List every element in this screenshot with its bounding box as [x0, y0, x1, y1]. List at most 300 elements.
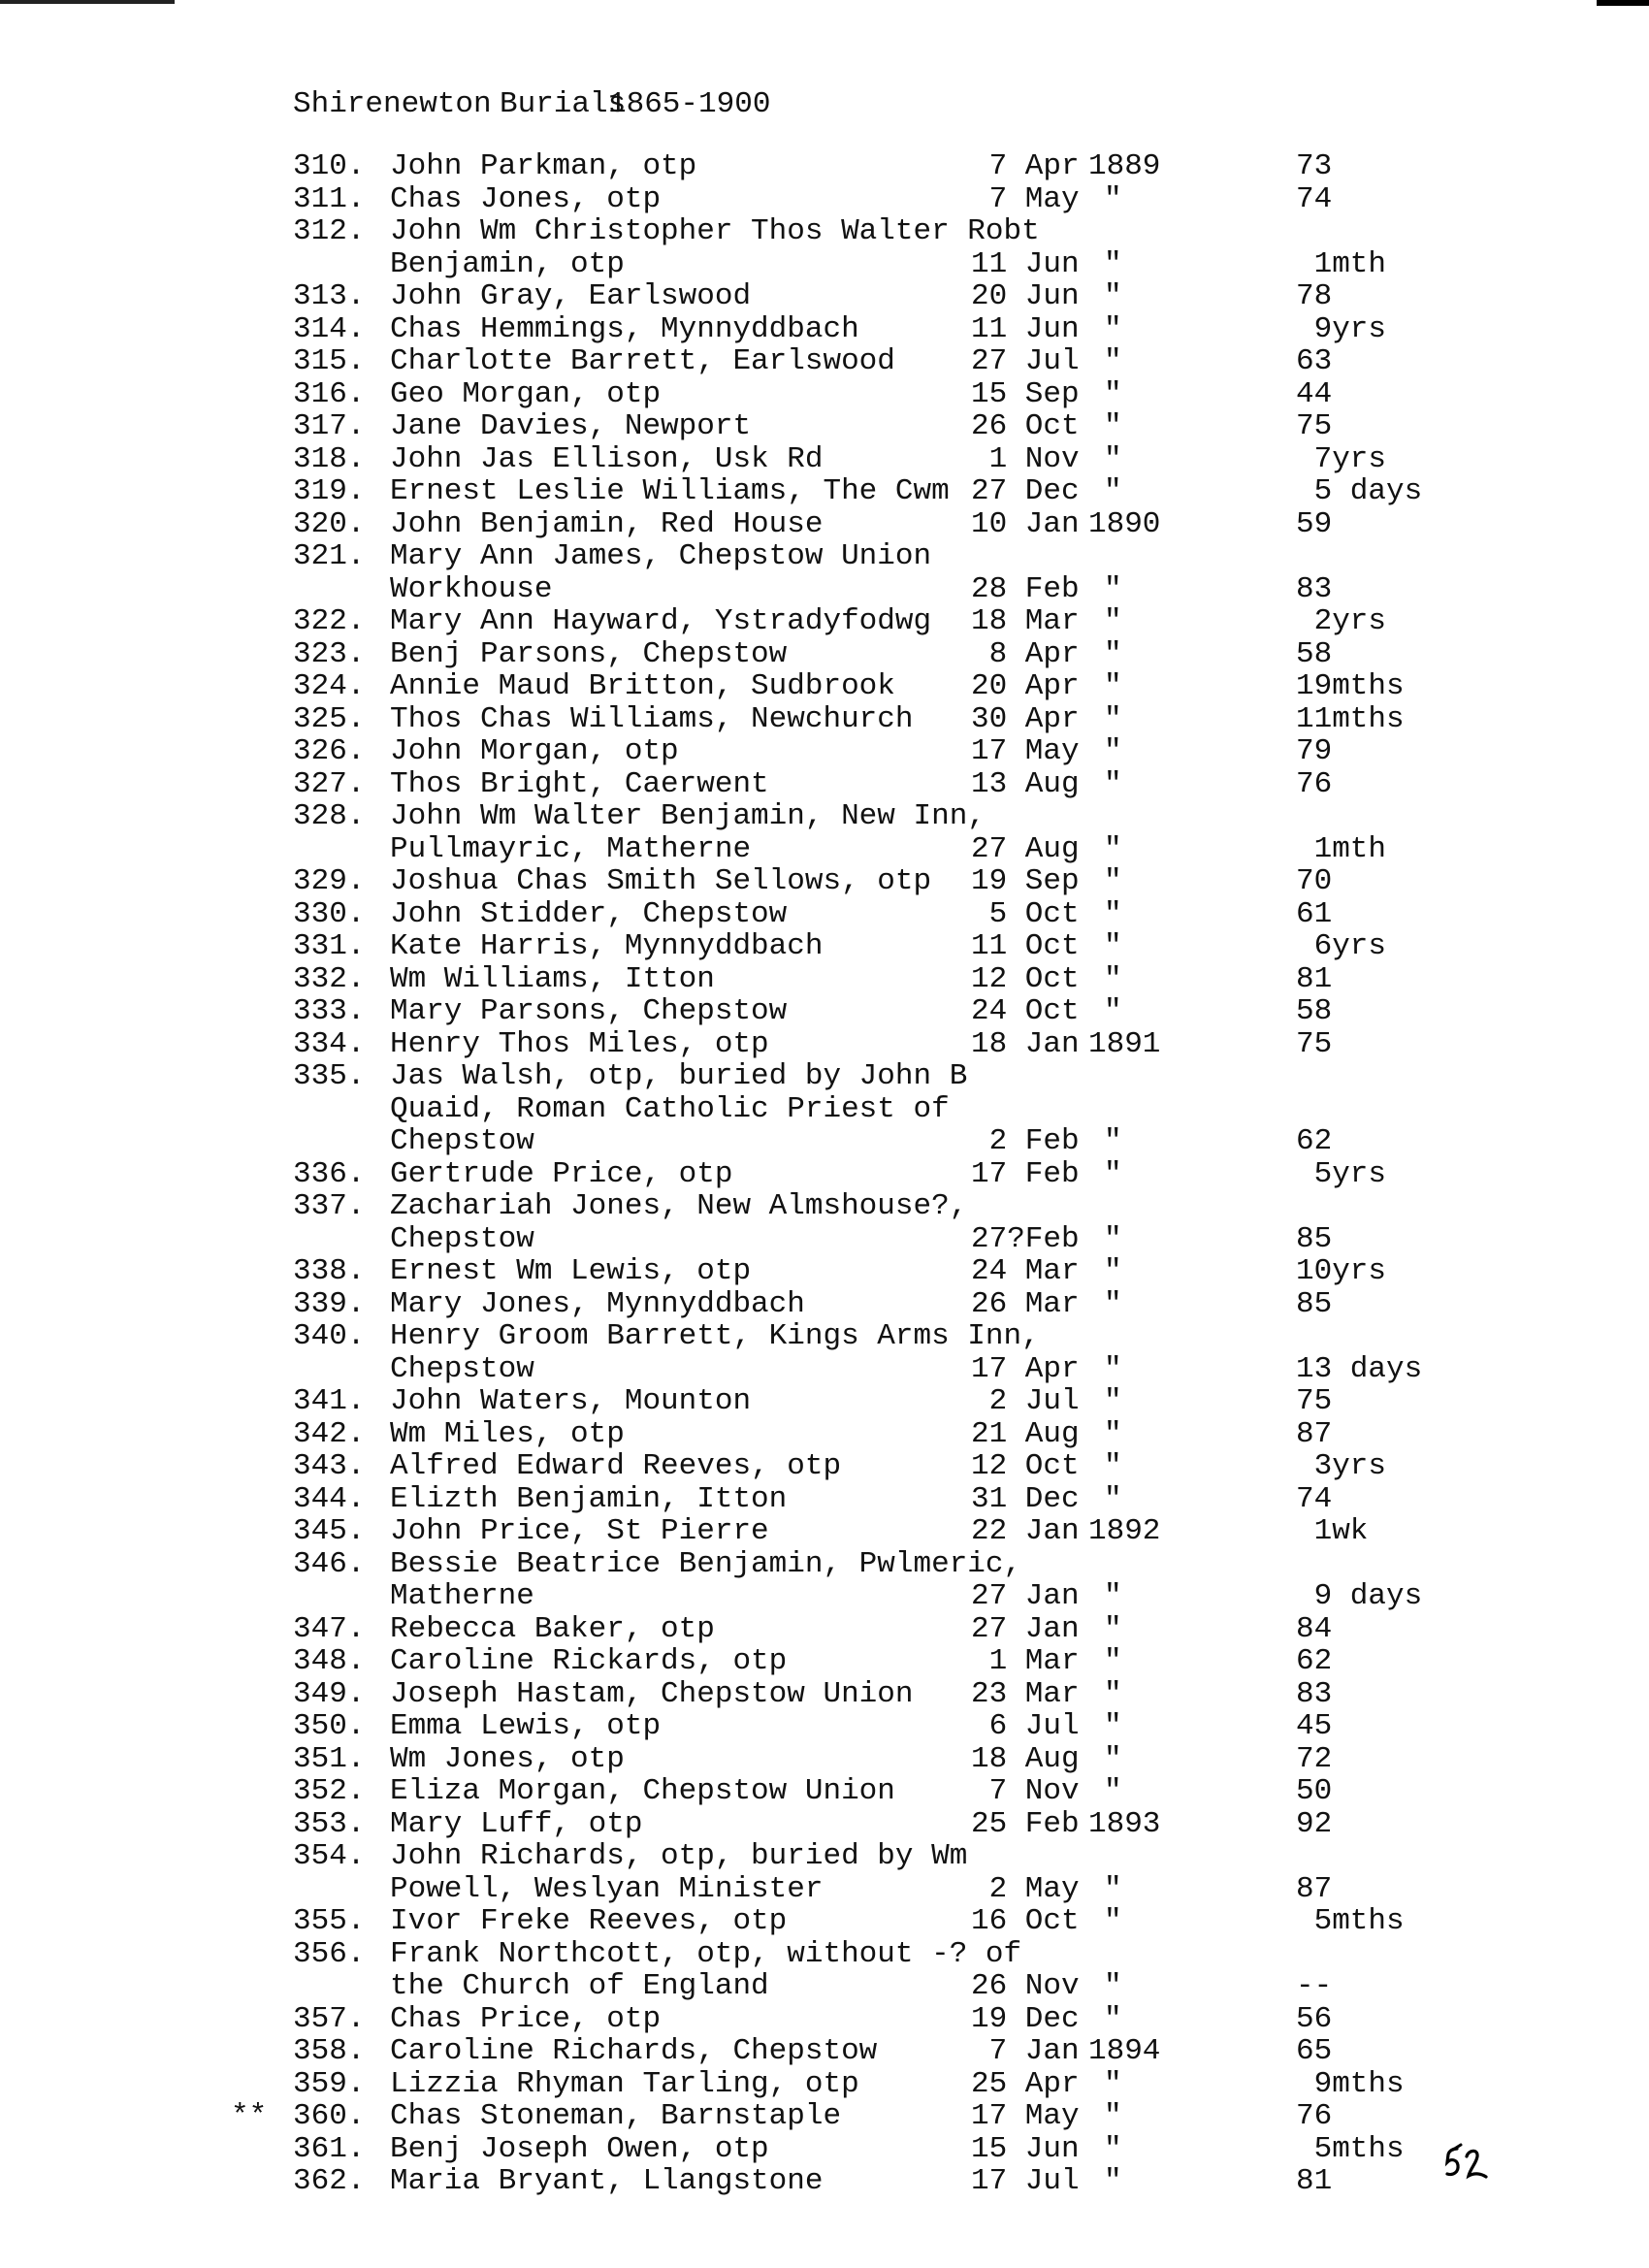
- entry-number: 324.: [293, 669, 366, 703]
- ditto-mark: ": [1104, 701, 1122, 736]
- entry-number: 311.: [293, 181, 366, 216]
- entry-name-continued: Chepstow: [390, 1221, 534, 1256]
- burial-date: 26 Mar: [971, 1286, 1080, 1321]
- register-entry: [0, 1320, 1649, 1353]
- age-at-death: 81: [1296, 961, 1333, 996]
- entry-number: 345.: [293, 1514, 366, 1548]
- register-entry: [0, 1905, 1649, 1938]
- entry-name: Jas Walsh, otp, buried by John B: [390, 1059, 968, 1093]
- entry-number: 320.: [293, 506, 366, 541]
- scan-edge-bar: [1597, 0, 1649, 6]
- entry-name: Ivor Freke Reeves, otp: [390, 1904, 788, 1938]
- entry-name: Emma Lewis, otp: [390, 1709, 662, 1743]
- register-entry: [0, 313, 1649, 346]
- entry-name: Chas Hemmings, Mynnyddbach: [390, 311, 859, 346]
- entry-name: John Waters, Mounton: [390, 1384, 752, 1418]
- ditto-mark: ": [1104, 1481, 1122, 1516]
- entry-number: 357.: [293, 2001, 366, 2036]
- ditto-mark: ": [1104, 1709, 1122, 1743]
- burial-date: 17 Jul: [971, 2164, 1080, 2198]
- entry-number: 339.: [293, 1286, 366, 1321]
- burial-date: 19 Dec: [971, 2001, 1080, 2036]
- entry-name: Eliza Morgan, Chepstow Union: [390, 1774, 895, 1808]
- burial-date: 27 Jul: [971, 344, 1080, 378]
- burial-date: 24 Oct: [971, 994, 1080, 1028]
- year-range: 1865-1900: [608, 87, 771, 121]
- age-at-death: 83: [1296, 571, 1333, 606]
- burial-year: 1890: [1088, 506, 1161, 541]
- register-entry: [0, 1418, 1649, 1451]
- age-at-death: 62: [1296, 1124, 1333, 1158]
- age-at-death: 50: [1296, 1774, 1333, 1808]
- register-entry: [0, 800, 1649, 833]
- ditto-mark: ": [1104, 1741, 1122, 1776]
- register-entry-continuation: [0, 1093, 1649, 1126]
- entry-number: 327.: [293, 766, 366, 801]
- register-entry: [0, 2068, 1649, 2101]
- entry-number: 344.: [293, 1481, 366, 1516]
- age-at-death: 75: [1296, 1026, 1333, 1061]
- ditto-mark: ": [1104, 1644, 1122, 1678]
- register-entry: [0, 2165, 1649, 2198]
- register-entry: [0, 2133, 1649, 2166]
- burial-date: 7 Apr: [971, 149, 1080, 183]
- burial-date: 25 Feb: [971, 1806, 1080, 1841]
- entry-number: 360.: [293, 2099, 366, 2133]
- entry-number: 342.: [293, 1416, 366, 1451]
- age-at-death: 70: [1296, 864, 1333, 898]
- ditto-mark: ": [1104, 994, 1122, 1028]
- register-entry: [0, 735, 1649, 768]
- register-entry: [0, 1645, 1649, 1678]
- entry-number: 313.: [293, 279, 366, 313]
- ditto-mark: ": [1104, 409, 1122, 443]
- age-at-death: 81: [1296, 2164, 1333, 2198]
- entry-name: Mary Luff, otp: [390, 1806, 643, 1841]
- age-at-death: 11mths: [1296, 701, 1405, 736]
- burial-date: 18 Mar: [971, 604, 1080, 638]
- entry-name: Henry Groom Barrett, Kings Arms Inn,: [390, 1319, 1040, 1353]
- entry-name-continued: the Church of England: [390, 1969, 769, 2003]
- entry-name: Wm Jones, otp: [390, 1741, 625, 1776]
- entry-name: Lizzia Rhyman Tarling, otp: [390, 2066, 859, 2101]
- entry-name: John Morgan, otp: [390, 734, 679, 768]
- age-at-death: 2yrs: [1296, 604, 1387, 638]
- burial-date: 21 Aug: [971, 1416, 1080, 1451]
- ditto-mark: ": [1104, 246, 1122, 281]
- entry-name: Thos Chas Williams, Newchurch: [390, 701, 914, 736]
- entry-name: Charlotte Barrett, Earlswood: [390, 344, 895, 378]
- entry-name: Benj Joseph Owen, otp: [390, 2131, 769, 2166]
- age-at-death: 5 days: [1296, 474, 1423, 508]
- register-entry-continuation: [0, 1125, 1649, 1158]
- register-entry: [0, 995, 1649, 1028]
- age-at-death: 76: [1296, 2099, 1333, 2133]
- register-entry: [0, 150, 1649, 183]
- burial-date: 8 Apr: [971, 636, 1080, 671]
- register-entry: [0, 703, 1649, 736]
- entry-name: Elizth Benjamin, Itton: [390, 1481, 788, 1516]
- age-at-death: 72: [1296, 1741, 1333, 1776]
- age-at-death: 74: [1296, 181, 1333, 216]
- entry-number: 329.: [293, 864, 366, 898]
- burial-date: 2 Jul: [971, 1384, 1080, 1418]
- burial-date: 25 Apr: [971, 2066, 1080, 2101]
- register-entry: [0, 378, 1649, 411]
- age-at-death: 65: [1296, 2034, 1333, 2068]
- ditto-mark: ": [1104, 2001, 1122, 2036]
- entry-number: 319.: [293, 474, 366, 508]
- register-entry: [0, 1938, 1649, 1971]
- ditto-mark: ": [1104, 441, 1122, 476]
- burial-date: 27 Jan: [971, 1579, 1080, 1613]
- entry-number: 321.: [293, 539, 366, 573]
- burial-date: 16 Oct: [971, 1904, 1080, 1938]
- ditto-mark: ": [1104, 1579, 1122, 1613]
- entry-name: John Wm Walter Benjamin, New Inn,: [390, 799, 986, 833]
- burial-year: 1891: [1088, 1026, 1161, 1061]
- ditto-mark: ": [1104, 1969, 1122, 2003]
- burial-year: 1894: [1088, 2034, 1161, 2068]
- entry-name: Mary Parsons, Chepstow: [390, 994, 788, 1028]
- burial-date: 31 Dec: [971, 1481, 1080, 1516]
- register-entry: [0, 475, 1649, 508]
- entry-name-continued: Matherne: [390, 1579, 534, 1613]
- burial-date: 30 Apr: [971, 701, 1080, 736]
- ditto-mark: ": [1104, 2131, 1122, 2166]
- entry-name: Alfred Edward Reeves, otp: [390, 1449, 842, 1483]
- age-at-death: 19mths: [1296, 669, 1405, 703]
- register-entry: [0, 865, 1649, 898]
- entry-number: 338.: [293, 1254, 366, 1288]
- ditto-mark: ": [1104, 1611, 1122, 1646]
- annotation-mark: **: [231, 2099, 268, 2133]
- age-at-death: 1mth: [1296, 246, 1387, 281]
- entry-name: Mary Jones, Mynnyddbach: [390, 1286, 805, 1321]
- entry-number: 318.: [293, 441, 366, 476]
- entry-number: 362.: [293, 2164, 366, 2198]
- burial-date: 2 Feb: [971, 1124, 1080, 1158]
- age-at-death: 5mths: [1296, 2131, 1405, 2166]
- age-at-death: 9yrs: [1296, 311, 1387, 346]
- register-entry: [0, 1190, 1649, 1223]
- burial-date: 1 Mar: [971, 1644, 1080, 1678]
- ditto-mark: ": [1104, 376, 1122, 411]
- ditto-mark: ": [1104, 1676, 1122, 1711]
- entry-number: 351.: [293, 1741, 366, 1776]
- entry-name: John Parkman, otp: [390, 149, 697, 183]
- register-entry: [0, 768, 1649, 801]
- age-at-death: 10yrs: [1296, 1254, 1387, 1288]
- entry-name-continued: Workhouse: [390, 571, 553, 606]
- entry-number: 341.: [293, 1384, 366, 1418]
- age-at-death: 56: [1296, 2001, 1333, 2036]
- entry-name: Joseph Hastam, Chepstow Union: [390, 1676, 914, 1711]
- ditto-mark: ": [1104, 1254, 1122, 1288]
- register-entry: [0, 638, 1649, 671]
- register-entry: [0, 2003, 1649, 2036]
- ditto-mark: ": [1104, 636, 1122, 671]
- burial-date: 2 May: [971, 1871, 1080, 1906]
- burial-date: 17 May: [971, 734, 1080, 768]
- entry-number: 316.: [293, 376, 366, 411]
- burial-date: 13 Aug: [971, 766, 1080, 801]
- entry-number: 346.: [293, 1546, 366, 1581]
- entry-number: 326.: [293, 734, 366, 768]
- burial-date: 28 Feb: [971, 571, 1080, 606]
- entry-name: Thos Bright, Caerwent: [390, 766, 769, 801]
- ditto-mark: ": [1104, 474, 1122, 508]
- age-at-death: 87: [1296, 1416, 1333, 1451]
- ditto-mark: ": [1104, 1416, 1122, 1451]
- register-entry: [0, 443, 1649, 476]
- register-entry: [0, 345, 1649, 378]
- register-entry: [0, 1710, 1649, 1743]
- entry-name-continued: Chepstow: [390, 1124, 534, 1158]
- entry-name: Ernest Leslie Williams, The Cwm: [390, 474, 950, 508]
- register-entry: [0, 540, 1649, 573]
- burial-date: 18 Jan: [971, 1026, 1080, 1061]
- age-at-death: 1mth: [1296, 831, 1387, 866]
- age-at-death: 6yrs: [1296, 929, 1387, 963]
- entry-name: John Price, St Pierre: [390, 1514, 769, 1548]
- entry-name: Chas Jones, otp: [390, 181, 662, 216]
- burial-year: 1892: [1088, 1514, 1161, 1548]
- ditto-mark: ": [1104, 1286, 1122, 1321]
- ditto-mark: ": [1104, 1774, 1122, 1808]
- entry-name: Henry Thos Miles, otp: [390, 1026, 769, 1061]
- entry-name: Joshua Chas Smith Sellows, otp: [390, 864, 932, 898]
- age-at-death: 7yrs: [1296, 441, 1387, 476]
- burial-date: 22 Jan: [971, 1514, 1080, 1548]
- entry-number: 331.: [293, 929, 366, 963]
- burial-date: 27 Jan: [971, 1611, 1080, 1646]
- age-at-death: 75: [1296, 409, 1333, 443]
- entry-name: Annie Maud Britton, Sudbrook: [390, 669, 895, 703]
- burial-date: 11 Jun: [971, 246, 1080, 281]
- entry-name: Ernest Wm Lewis, otp: [390, 1254, 752, 1288]
- register-entry: [0, 2035, 1649, 2068]
- burial-date: 11 Oct: [971, 929, 1080, 963]
- register-entry: [0, 1613, 1649, 1646]
- entry-name-continued: Chepstow: [390, 1351, 534, 1386]
- ditto-mark: ": [1104, 604, 1122, 638]
- ditto-mark: ": [1104, 961, 1122, 996]
- register-entry: [0, 1678, 1649, 1711]
- entry-number: 340.: [293, 1319, 366, 1353]
- burial-date: 26 Nov: [971, 1969, 1080, 2003]
- register-entry: [0, 1775, 1649, 1808]
- age-at-death: 78: [1296, 279, 1333, 313]
- age-at-death: 44: [1296, 376, 1333, 411]
- entry-name: Mary Ann Hayward, Ystradyfodwg: [390, 604, 932, 638]
- burial-date: 23 Mar: [971, 1676, 1080, 1711]
- entry-number: 353.: [293, 1806, 366, 1841]
- age-at-death: 87: [1296, 1871, 1333, 1906]
- ditto-mark: ": [1104, 864, 1122, 898]
- age-at-death: --: [1296, 1969, 1333, 2003]
- age-at-death: 85: [1296, 1221, 1333, 1256]
- ditto-mark: ": [1104, 669, 1122, 703]
- entry-name: Bessie Beatrice Benjamin, Pwlmeric,: [390, 1546, 1022, 1581]
- entry-number: 343.: [293, 1449, 366, 1483]
- register-entry: [0, 670, 1649, 703]
- ditto-mark: ": [1104, 1124, 1122, 1158]
- age-at-death: 1wk: [1296, 1514, 1369, 1548]
- entry-number: 310.: [293, 149, 366, 183]
- handwritten-folio-number: [1443, 2139, 1492, 2182]
- age-at-death: 5yrs: [1296, 1156, 1387, 1191]
- register-entry: [0, 1158, 1649, 1191]
- register-entry: [0, 508, 1649, 541]
- burial-date: 15 Sep: [971, 376, 1080, 411]
- age-at-death: 79: [1296, 734, 1333, 768]
- burial-date: 24 Mar: [971, 1254, 1080, 1288]
- register-entry-continuation: [0, 1580, 1649, 1613]
- entry-name: John Benjamin, Red House: [390, 506, 824, 541]
- entry-name: Kate Harris, Mynnyddbach: [390, 929, 824, 963]
- burial-date: 10 Jan: [971, 506, 1080, 541]
- age-at-death: 9 days: [1296, 1579, 1423, 1613]
- entry-number: 336.: [293, 1156, 366, 1191]
- entry-number: 356.: [293, 1936, 366, 1971]
- entry-name: Wm Miles, otp: [390, 1416, 625, 1451]
- entry-name: Chas Stoneman, Barnstaple: [390, 2099, 842, 2133]
- burial-date: 11 Jun: [971, 311, 1080, 346]
- burial-date: 20 Apr: [971, 669, 1080, 703]
- entry-number: 335.: [293, 1059, 366, 1093]
- age-at-death: 84: [1296, 1611, 1333, 1646]
- entry-number: 332.: [293, 961, 366, 996]
- entry-number: 354.: [293, 1839, 366, 1873]
- age-at-death: 59: [1296, 506, 1333, 541]
- burial-date: 7 May: [971, 181, 1080, 216]
- register-entry-continuation: [0, 1970, 1649, 2003]
- register-entry: [0, 1060, 1649, 1093]
- age-at-death: 85: [1296, 1286, 1333, 1321]
- burial-date: 27 Aug: [971, 831, 1080, 866]
- entry-name: Caroline Rickards, otp: [390, 1644, 788, 1678]
- entry-number: 315.: [293, 344, 366, 378]
- burial-date: 26 Oct: [971, 409, 1080, 443]
- register-entry: [0, 930, 1649, 963]
- entry-number: 352.: [293, 1774, 366, 1808]
- burial-date: 19 Sep: [971, 864, 1080, 898]
- age-at-death: 83: [1296, 1676, 1333, 1711]
- entry-number: 330.: [293, 896, 366, 931]
- scan-edge-mark: [0, 0, 175, 4]
- entry-number: 314.: [293, 311, 366, 346]
- burial-date: 12 Oct: [971, 1449, 1080, 1483]
- entry-name: Frank Northcott, otp, without -? of: [390, 1936, 1022, 1971]
- entry-number: 323.: [293, 636, 366, 671]
- entry-name: John Richards, otp, buried by Wm: [390, 1839, 968, 1873]
- register-entry: [0, 215, 1649, 248]
- record-type: Burials: [500, 87, 627, 121]
- register-entry: [0, 1840, 1649, 1873]
- register-entry: [0, 1255, 1649, 1288]
- entry-name-continued: Pullmayric, Matherne: [390, 831, 752, 866]
- burial-date: 17 Feb: [971, 1156, 1080, 1191]
- ditto-mark: ": [1104, 279, 1122, 313]
- ditto-mark: ": [1104, 2066, 1122, 2101]
- entry-name: Caroline Richards, Chepstow: [390, 2034, 878, 2068]
- ditto-mark: ": [1104, 831, 1122, 866]
- register-entry: [0, 183, 1649, 216]
- ditto-mark: ": [1104, 1904, 1122, 1938]
- register-entry: [0, 1808, 1649, 1841]
- ditto-mark: ": [1104, 2164, 1122, 2198]
- register-entry-continuation: [0, 1223, 1649, 1256]
- entry-number: 361.: [293, 2131, 366, 2166]
- age-at-death: 45: [1296, 1709, 1333, 1743]
- ditto-mark: ": [1104, 1221, 1122, 1256]
- age-at-death: 3yrs: [1296, 1449, 1387, 1483]
- entry-number: 359.: [293, 2066, 366, 2101]
- burial-date: 18 Aug: [971, 1741, 1080, 1776]
- age-at-death: 62: [1296, 1644, 1333, 1678]
- entry-name-continued: Powell, Weslyan Minister: [390, 1871, 824, 1906]
- entry-name: Maria Bryant, Llangstone: [390, 2164, 824, 2198]
- ditto-mark: ": [1104, 344, 1122, 378]
- age-at-death: 63: [1296, 344, 1333, 378]
- ditto-mark: ": [1104, 2099, 1122, 2133]
- burial-register: [0, 150, 1649, 2198]
- entry-name: John Wm Christopher Thos Walter Robt: [390, 214, 1040, 248]
- age-at-death: 92: [1296, 1806, 1333, 1841]
- burial-date: 27?Feb: [971, 1221, 1080, 1256]
- ditto-mark: ": [1104, 1449, 1122, 1483]
- entry-name: Benj Parsons, Chepstow: [390, 636, 788, 671]
- entry-name-continued: Quaid, Roman Catholic Priest of: [390, 1091, 950, 1126]
- register-entry: [0, 898, 1649, 931]
- age-at-death: 58: [1296, 636, 1333, 671]
- age-at-death: 74: [1296, 1481, 1333, 1516]
- burial-year: 1889: [1088, 149, 1161, 183]
- entry-name-continued: Benjamin, otp: [390, 246, 625, 281]
- ditto-mark: ": [1104, 929, 1122, 963]
- burial-date: 27 Dec: [971, 474, 1080, 508]
- burial-date: 7 Nov: [971, 1774, 1080, 1808]
- ditto-mark: ": [1104, 766, 1122, 801]
- ditto-mark: ": [1104, 1351, 1122, 1386]
- register-entry: [0, 1515, 1649, 1548]
- entry-number: 322.: [293, 604, 366, 638]
- register-entry: [0, 1483, 1649, 1516]
- entry-number: 333.: [293, 994, 366, 1028]
- age-at-death: 76: [1296, 766, 1333, 801]
- entry-number: 358.: [293, 2034, 366, 2068]
- register-entry: [0, 1450, 1649, 1483]
- burial-date: 5 Oct: [971, 896, 1080, 931]
- register-entry: [0, 1288, 1649, 1321]
- burial-date: 15 Jun: [971, 2131, 1080, 2166]
- burial-date: 1 Nov: [971, 441, 1080, 476]
- burial-year: 1893: [1088, 1806, 1161, 1841]
- ditto-mark: ": [1104, 571, 1122, 606]
- entry-name: Chas Price, otp: [390, 2001, 662, 2036]
- entry-number: 325.: [293, 701, 366, 736]
- age-at-death: 9mths: [1296, 2066, 1405, 2101]
- age-at-death: 5mths: [1296, 1904, 1405, 1938]
- register-entry-continuation: [0, 1873, 1649, 1906]
- entry-name: Zachariah Jones, New Almshouse?,: [390, 1189, 968, 1223]
- register-entry-continuation: [0, 573, 1649, 606]
- register-entry-continuation: [0, 248, 1649, 281]
- burial-date: 17 Apr: [971, 1351, 1080, 1386]
- age-at-death: 13 days: [1296, 1351, 1423, 1386]
- register-entry: [0, 1548, 1649, 1581]
